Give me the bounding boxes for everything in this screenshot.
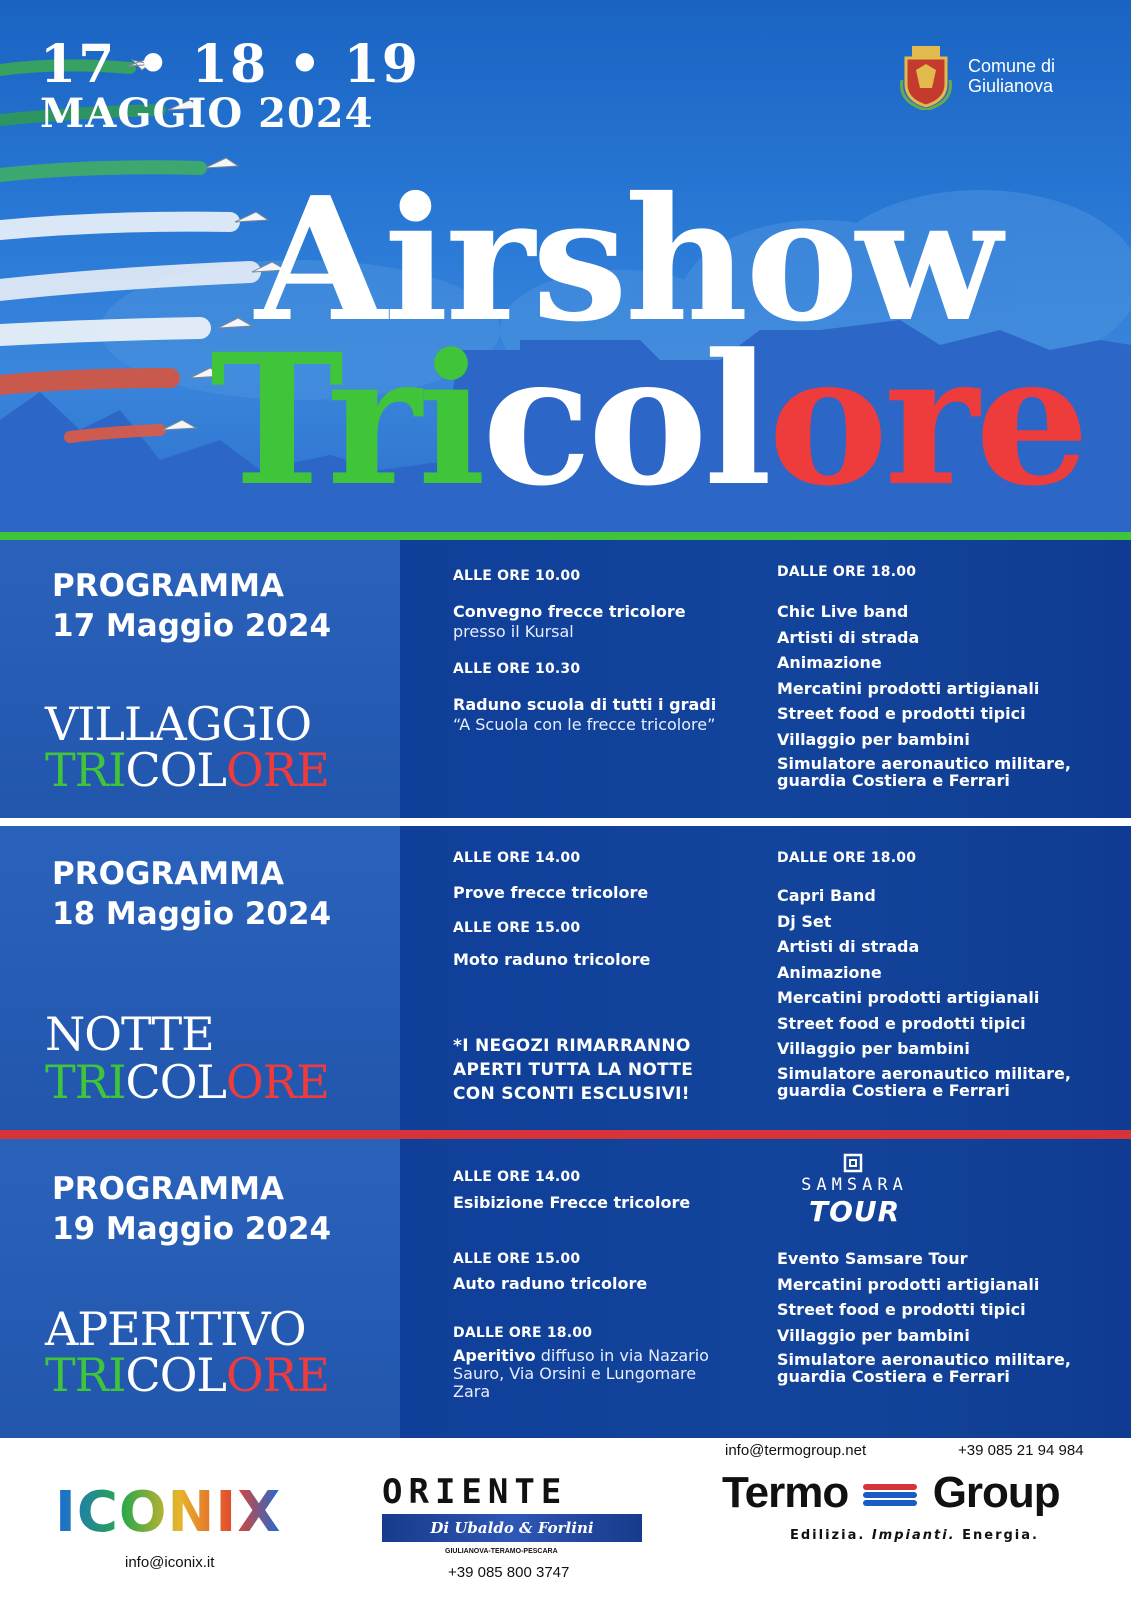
day1-tricolore — [45, 743, 329, 797]
day1-tric-white: COL — [125, 743, 226, 797]
day1-time2: ALLE ORE 10.30 — [453, 661, 581, 677]
list-item: Street food e prodotti tipici — [777, 1013, 1026, 1033]
oriente-logo: ORIENTE — [382, 1472, 568, 1512]
title-tricolore-red: ore — [768, 315, 1086, 526]
list-item: Street food e prodotti tipici — [777, 704, 1026, 723]
event-dates — [40, 34, 420, 137]
day2-last-line1: Simulatore aeronautico militare, — [777, 1063, 1071, 1083]
day1-time3: DALLE ORE 18.00 — [777, 564, 917, 580]
hero-section — [0, 0, 1131, 532]
termogroup-phone: +39 085 21 94 984 — [958, 1442, 1084, 1459]
list-item: Artisti di strada — [777, 937, 920, 956]
day1-prog-label: PROGRAMMA — [52, 568, 284, 604]
sponsors-footer — [0, 1438, 1131, 1600]
day3-event3 — [453, 1347, 709, 1401]
oriente-locations: GIULIANOVA-TERAMO-PESCARA — [445, 1548, 558, 1555]
dates-month: MAGGIO 2024 — [40, 90, 374, 137]
day3-heading — [52, 1169, 331, 1249]
list-item — [777, 1065, 1071, 1099]
list-item: Villaggio per bambini — [777, 729, 970, 749]
tag-energia: Energia. — [962, 1528, 1039, 1543]
day2-time3: DALLE ORE 18.00 — [777, 850, 917, 866]
white-stripe — [0, 818, 1131, 826]
day2-evening-list — [777, 886, 1071, 1099]
samsara-tour-logo — [777, 1151, 937, 1231]
day1-tric-green: TRI — [45, 743, 126, 797]
day2-tric-red: ORE — [225, 1055, 329, 1109]
day2-event2: Moto raduno tricolore — [453, 950, 651, 969]
list-item: Mercatini prodotti artigianali — [777, 1274, 1040, 1294]
day2-prog-label: PROGRAMMA — [52, 856, 284, 892]
day1-event1-sub: presso il Kursal — [453, 622, 574, 641]
day2-tric-white: COL — [125, 1055, 226, 1109]
day2-name: NOTTE — [45, 1007, 214, 1061]
aperitivo-line2: Sauro, Via Orsini e Lungomare — [453, 1364, 697, 1383]
list-item: Artisti di strada — [777, 627, 920, 647]
samsara-icon — [843, 1153, 863, 1173]
tag-impianti: Impianti. — [871, 1528, 956, 1543]
list-item: Animazione — [777, 653, 882, 672]
tag-edilizia: Edilizia. — [790, 1528, 866, 1543]
day3-name: APERITIVO — [45, 1302, 306, 1356]
program-day2 — [0, 826, 1131, 1130]
day3-tric-red: ORE — [225, 1348, 329, 1402]
aperitivo-line3: Zara — [453, 1382, 491, 1401]
day2-date: 18 Maggio 2024 — [52, 896, 332, 932]
day1-date: 17 Maggio 2024 — [52, 608, 332, 644]
comune-line2: Giulianova — [968, 76, 1054, 96]
dates-days: 17 • 18 • 19 — [40, 34, 420, 95]
day2-shops-note — [453, 1034, 693, 1106]
day2-tric-green: TRI — [45, 1055, 126, 1109]
red-stripe — [0, 1130, 1131, 1139]
title-tricolore — [210, 315, 1086, 526]
termo-word: Termo — [722, 1468, 849, 1517]
crest-icon — [898, 44, 954, 110]
list-item: Capri Band — [777, 886, 876, 905]
oriente-phone: +39 085 800 3747 — [448, 1564, 570, 1581]
list-item: Villaggio per bambini — [777, 1325, 970, 1345]
day3-last-line2: guardia Costiera e Ferrari — [777, 1367, 1010, 1386]
day1-name: VILLAGGIO — [45, 697, 312, 751]
note-line2: APERTI TUTTA LA NOTTE — [453, 1060, 694, 1080]
tour-word: TOUR — [809, 1195, 901, 1228]
day3-date: 19 Maggio 2024 — [52, 1211, 332, 1247]
title-airshow: Airshow — [255, 160, 1000, 360]
day3-tric-green: TRI — [45, 1348, 126, 1402]
termogroup-tagline — [790, 1528, 1039, 1543]
termogroup-stripes-icon — [861, 1480, 919, 1510]
day3-prog-label: PROGRAMMA — [52, 1171, 284, 1207]
day1-last-line2: guardia Costiera e Ferrari — [777, 771, 1010, 790]
iconix-email: info@iconix.it — [125, 1554, 215, 1571]
list-item: Mercatini prodotti artigianali — [777, 678, 1040, 698]
day1-tric-red: ORE — [225, 743, 329, 797]
list-item — [777, 755, 1071, 789]
green-stripe — [0, 532, 1131, 540]
day3-time3: DALLE ORE 18.00 — [453, 1325, 593, 1341]
day1-last-line1: Simulatore aeronautico militare, — [777, 754, 1071, 773]
day2-time1: ALLE ORE 14.00 — [453, 850, 581, 866]
title-tricolore-white: col — [482, 315, 769, 526]
termogroup-email: info@termogroup.net — [725, 1442, 867, 1459]
iconix-text: ICONIX — [55, 1480, 282, 1545]
list-item — [777, 1351, 1071, 1385]
day3-time2: ALLE ORE 15.00 — [453, 1251, 581, 1267]
day2-tricolore — [45, 1055, 329, 1109]
day2-time2: ALLE ORE 15.00 — [453, 920, 581, 936]
day2-heading — [52, 854, 331, 934]
list-item: Street food e prodotti tipici — [777, 1300, 1026, 1319]
day1-event1: Convegno frecce tricolore — [453, 602, 686, 621]
day2-last-line2: guardia Costiera e Ferrari — [777, 1080, 1010, 1100]
day1-time1: ALLE ORE 10.00 — [453, 568, 581, 584]
comune-line1: Comune di — [968, 56, 1056, 76]
list-item: Dj Set — [777, 911, 832, 931]
program-day3 — [0, 1139, 1131, 1438]
day3-tric-white: COL — [125, 1348, 226, 1402]
aperitivo-rest: diffuso in via Nazario — [535, 1346, 709, 1365]
list-item: Chic Live band — [777, 602, 909, 621]
termogroup-logo — [722, 1468, 1060, 1518]
day3-event2: Auto raduno tricolore — [453, 1274, 648, 1293]
list-item: Evento Samsare Tour — [777, 1249, 968, 1268]
day1-event2-sub: “A Scuola con le frecce tricolore” — [453, 715, 716, 734]
samsara-word: SAMSARA — [801, 1175, 908, 1195]
day1-event2: Raduno scuola di tutti i gradi — [453, 695, 717, 714]
title-tricolore-green: Tri — [210, 315, 483, 526]
group-word: Group — [932, 1468, 1060, 1517]
iconix-logo — [55, 1480, 281, 1545]
oriente-subtitle: Di Ubaldo & Forlini — [382, 1514, 642, 1542]
program-day1 — [0, 540, 1131, 818]
day3-time1: ALLE ORE 14.00 — [453, 1169, 581, 1185]
comune-logo — [898, 44, 1098, 110]
list-item: Mercatini prodotti artigianali — [777, 988, 1040, 1007]
day3-last-line1: Simulatore aeronautico militare, — [777, 1350, 1071, 1369]
day3-event1: Esibizione Frecce tricolore — [453, 1193, 691, 1212]
day2-event1: Prove frecce tricolore — [453, 883, 649, 902]
note-line1: *I NEGOZI RIMARRANNO — [453, 1036, 691, 1056]
aperitivo-bold: Aperitivo — [453, 1346, 536, 1365]
day3-tricolore — [45, 1348, 329, 1402]
list-item: Animazione — [777, 962, 882, 982]
list-item: Villaggio per bambini — [777, 1039, 970, 1058]
note-line3: CON SCONTI ESCLUSIVI! — [453, 1084, 690, 1104]
day1-evening-list — [777, 602, 1071, 789]
day1-heading — [52, 566, 331, 646]
day3-evening-list — [777, 1249, 1071, 1385]
